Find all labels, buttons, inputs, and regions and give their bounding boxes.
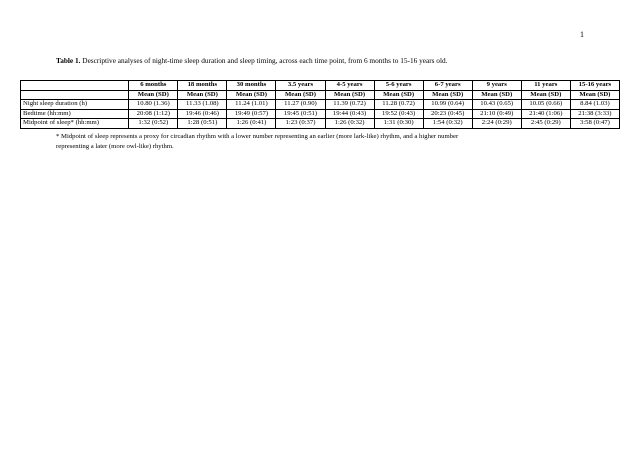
table-cell: 2:45 (0:29) xyxy=(521,119,570,129)
table-cell: 19:49 (0:57) xyxy=(227,109,276,119)
row-label: Night sleep duration (h) xyxy=(21,100,129,110)
header-stat: Mean (SD) xyxy=(129,90,178,100)
page-number: 1 xyxy=(580,30,584,39)
table-cell: 8.84 (1.03) xyxy=(570,100,619,110)
table-cell: 11.27 (0.90) xyxy=(276,100,325,110)
table-caption-label: Table 1. xyxy=(56,56,81,65)
table-cell: 11.28 (0.72) xyxy=(374,100,423,110)
table-cell: 21:40 (1:06) xyxy=(521,109,570,119)
header-timepoint: 4-5 years xyxy=(325,81,374,91)
table-corner-cell xyxy=(21,90,129,100)
footnote-line: * Midpoint of sleep represents a proxy for circadian rhythm with a lower number representing an earlier (more lark-like) rhythm, and a higher number xyxy=(56,133,459,140)
table-cell: 1:26 (0:41) xyxy=(227,119,276,129)
table-cell: 21:10 (0:49) xyxy=(472,109,521,119)
table-footnote xyxy=(56,132,576,152)
header-timepoint: 18 months xyxy=(178,81,227,91)
table-cell: 19:52 (0:43) xyxy=(374,109,423,119)
header-stat: Mean (SD) xyxy=(472,90,521,100)
header-timepoint: 9 years xyxy=(472,81,521,91)
table-cell: 1:28 (0:51) xyxy=(178,119,227,129)
table-cell: 1:26 (0:32) xyxy=(325,119,374,129)
table-cell: 3:58 (0:47) xyxy=(570,119,619,129)
table-row-midpoint-of-sleep xyxy=(21,119,620,129)
table-cell: 11.39 (0.72) xyxy=(325,100,374,110)
table-cell: 10.80 (1.36) xyxy=(129,100,178,110)
header-stat: Mean (SD) xyxy=(570,90,619,100)
table-cell: 2:24 (0:29) xyxy=(472,119,521,129)
table-cell: 21:38 (3:33) xyxy=(570,109,619,119)
table-cell: 19:44 (0:43) xyxy=(325,109,374,119)
table-cell: 1:23 (0:37) xyxy=(276,119,325,129)
table-caption-text: Descriptive analyses of night-time sleep duration and sleep timing, across each time point, from 6 months to 15-16 years old. xyxy=(80,56,448,65)
sleep-table xyxy=(20,80,620,129)
table-corner-cell xyxy=(21,81,129,91)
row-label: Bedtime (hh:mm) xyxy=(21,109,129,119)
table-caption xyxy=(56,56,616,65)
header-timepoint: 6 months xyxy=(129,81,178,91)
header-stat: Mean (SD) xyxy=(276,90,325,100)
row-label: Midpoint of sleep* (hh:mm) xyxy=(21,119,129,129)
header-timepoint: 11 years xyxy=(521,81,570,91)
header-timepoint: 3.5 years xyxy=(276,81,325,91)
header-stat: Mean (SD) xyxy=(521,90,570,100)
table-row-bedtime xyxy=(21,109,620,119)
table-cell: 20:23 (0:45) xyxy=(423,109,472,119)
header-timepoint: 5-6 years xyxy=(374,81,423,91)
table-row-night-sleep-duration xyxy=(21,100,620,110)
table-header-row-timepoints xyxy=(21,81,620,91)
table-cell: 11.24 (1.01) xyxy=(227,100,276,110)
header-timepoint: 6-7 years xyxy=(423,81,472,91)
header-stat: Mean (SD) xyxy=(423,90,472,100)
table-cell: 10.43 (0.65) xyxy=(472,100,521,110)
table-cell: 20:08 (1:12) xyxy=(129,109,178,119)
table-cell: 19:45 (0:51) xyxy=(276,109,325,119)
header-stat: Mean (SD) xyxy=(227,90,276,100)
header-stat: Mean (SD) xyxy=(374,90,423,100)
table-cell: 1:32 (0:52) xyxy=(129,119,178,129)
table-cell: 10.05 (0.66) xyxy=(521,100,570,110)
table-cell: 19:46 (0:46) xyxy=(178,109,227,119)
header-stat: Mean (SD) xyxy=(178,90,227,100)
table-cell: 1:31 (0:30) xyxy=(374,119,423,129)
header-timepoint: 30 months xyxy=(227,81,276,91)
table-cell: 10.99 (0.64) xyxy=(423,100,472,110)
footnote-line: representing a later (more owl-like) rhythm. xyxy=(56,143,174,150)
header-stat: Mean (SD) xyxy=(325,90,374,100)
table-cell: 1:54 (0:32) xyxy=(423,119,472,129)
table-cell: 11.33 (1.08) xyxy=(178,100,227,110)
header-timepoint: 15-16 years xyxy=(570,81,619,91)
table-header-row-stat xyxy=(21,90,620,100)
